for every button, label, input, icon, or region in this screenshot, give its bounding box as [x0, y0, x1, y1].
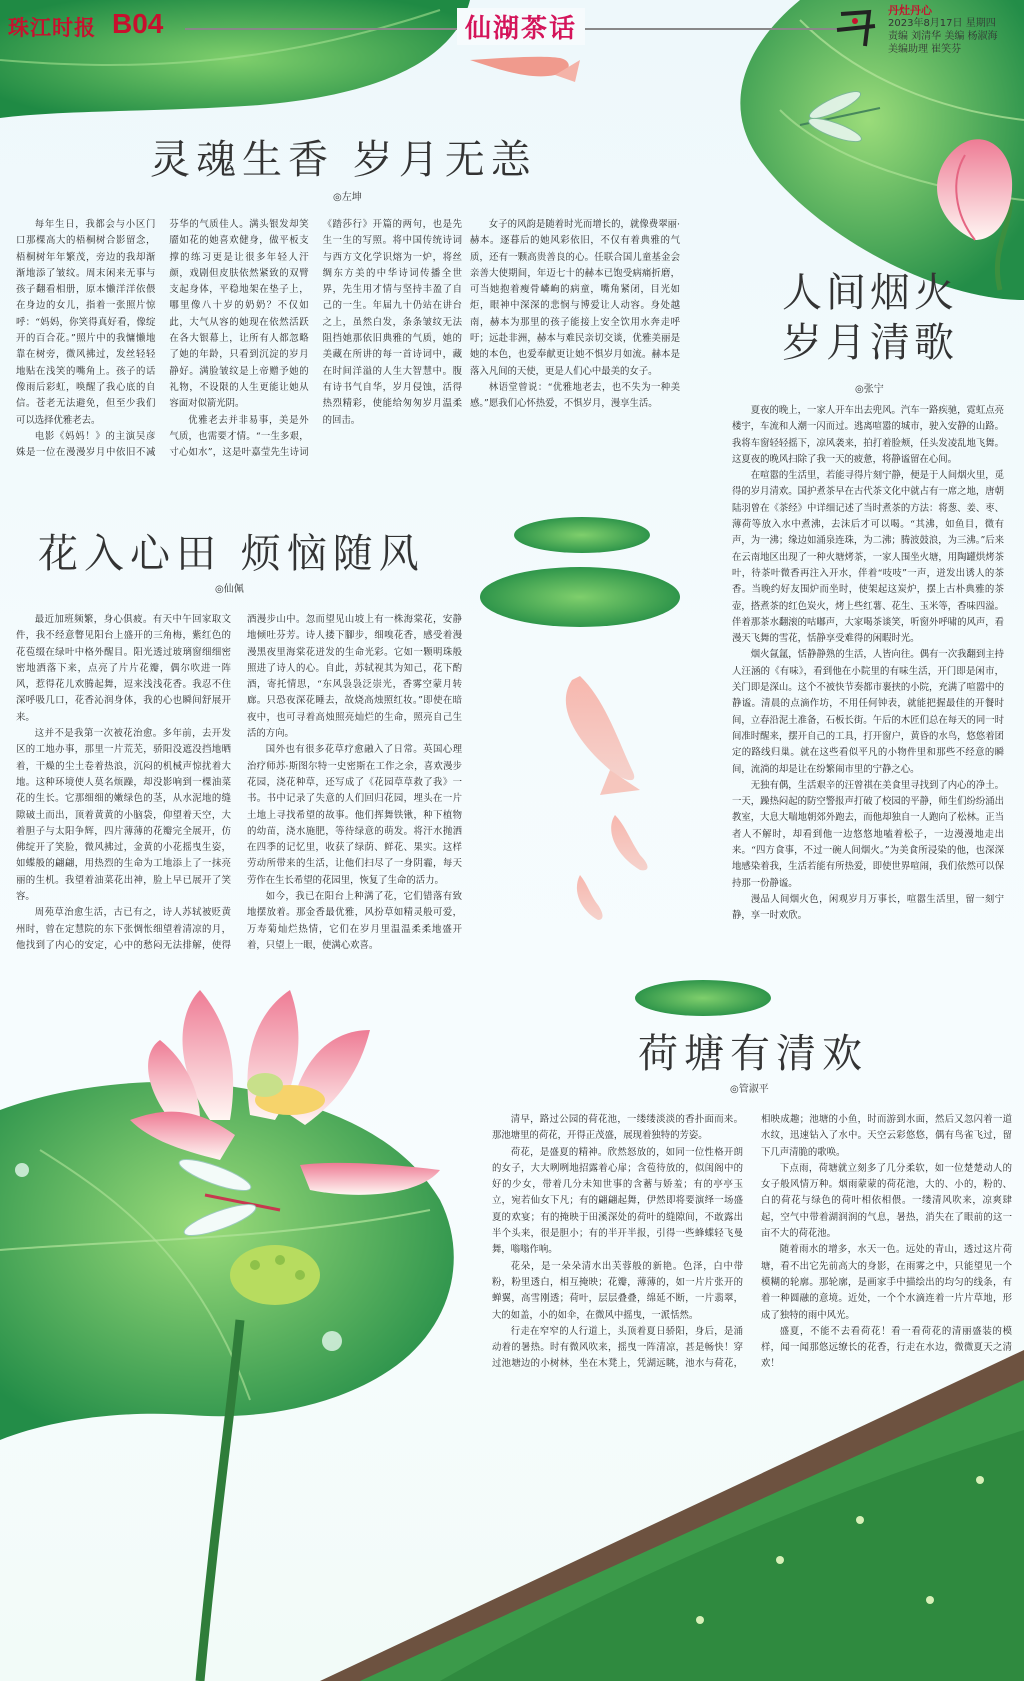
assistant-credits: 美编助理 崔笑芬 — [888, 44, 962, 55]
paragraph: 最近加班频繁，身心俱疲。有天中午回家取文件，我不经意瞥见阳台上盛开的三角梅，紫红色的花苞缀在绿叶中格外醒目。阳光透过玻璃窗细细密密地洒落下来，点亮了片片花瓣，偶尔吹进一阵风，惹得花儿欢腾起舞，逗来浅浅花香。我忍不住深呼吸几口，花香沁润身体，我的心也瞬间舒展开来。 — [16, 614, 231, 723]
paragraph: 国外也有很多花草疗愈融入了日常。英国心理治疗师苏·斯图尔特一史密斯在工作之余，喜欢漫步花园，浇花种草，还写成了《花园草草救了我》一书。书中记录了失意的人们回归花园，埋头在一片土地上寻找希望的故事。他们挥舞铁锹，种下植物的幼苗，浇水施肥，等待绿意的萌发。将汗水抛洒在四季的记忆里，收获了绿荫、鲜花、果实。这样劳动所带来的生活，让他们扫尽了一身阴霾，每天劳作在生长希望的花园里，恢复了生命的活力。 — [247, 744, 462, 886]
paragraph: 无独有偶，生活艰辛的汪曾祺在美食里寻找到了内心的净土。一天，躁热闷起的防空警报声打破了校园的平静，师生们纷纷涌出教室，大息大喘地朝郊外跑去，而他却独自一人跑向了松林。正当者人不解时，却看到他一边悠悠地嗑着松子，一边漫漫地走出来。“四方食事，不过一碗人间烟火。”为美食所浸染的他，也深深地感染着我，生活若能有所热爱，即使世界喧闹，我们依然可以保持那一份静谧。 — [732, 779, 1004, 889]
section-title: 仙湖茶话 — [457, 8, 585, 45]
paragraph: 这并不是我第一次被花治愈。多年前，去开发区的工地办事，那里一片荒芜，骄阳没遮没挡地晒着，干燥的尘土卷着热浪，沉闷的机械声惊扰着大地。这种环境使人莫名烦躁，却没影响到一棵油菜花的生长。它那细细的嫩绿色的茎，从水泥地的缝隙破土而出，顶着黄黄的小脑袋，仰望着天空，大着胆子与太阳争辉，四片薄薄的花瓣完全展开，仿佛绽开了笑脸，微风拂过，金黄的小花摇曳生姿，如蝶般的翩翩，用热烈的生命为工地添上了一抹亮丽的生机。我望着油菜花出神，脸上早已展开了笑容。 — [16, 728, 231, 903]
article-title: 人间烟火 岁月清歌 — [782, 270, 958, 366]
floating-lily-pad — [480, 567, 680, 627]
paragraph: 林语堂曾说：“优雅地老去，也不失为一种美感。”愿我们心怀热爱，不惧岁月，漫享生活。 — [470, 381, 680, 410]
page-number: B04 — [112, 8, 164, 39]
paragraph: 清早，路过公园的荷花池，一缕缕淡淡的香扑面而来。那池塘里的荷花，开得正茂盛，展现着独特的芳姿。 — [492, 1114, 743, 1142]
article-title: 灵魂生香 岁月无恙 — [150, 137, 537, 183]
article-title: 荷塘有清欢 — [638, 1031, 868, 1077]
paragraph: 下点雨，荷塘就立刻多了几分柔软，如一位楚楚动人的女子般风情万种。烟雨蒙蒙的荷花池，大的、小的，粉的、白的荷花与绿色的荷叶相依相偎。一缕清风吹来，凉爽肆起，空气中带着湖润润的气息，暑热，消失在了眼前的这一亩不大的荷花池。 — [761, 1162, 1012, 1240]
article-body — [16, 612, 462, 980]
article-body — [732, 403, 1004, 963]
paragraph: 烟火氤氲，恬静静熟的生活，人皆向往。偶有一次我翻到主持人汪涵的《有味》，看到他在小院里的有味生活，开门即是闲市，关门即是深山。这个不被快节奏都市裹挟的小院，充满了喧嚣中的静谧。清晨的点滴作坊，不用任何钟表，就能把握最佳的开餐时间，立春沿泥土准备，石板长街。午后的木匠们总在每天的同一时间准时醒来，摆开自己的工具，打开窗户，黄昏的水鸟，悠悠着团定的路线归巢。就在这些看似平凡的小物件里和那些不经意的瞬间，流淌的却是让在纷繁闹市里的宁静之心。 — [732, 649, 1004, 775]
koi-fish-icon — [611, 815, 647, 870]
paragraph: 花朵，是一朵朵清水出芙蓉般的新艳。色泽，白中带粉，粉里透白，相互掩映；花瓣，薄薄的，如一片片张开的蝉翼，高雪刚透；荷叶，层层叠叠，绵延不断，一片翡翠，大的如盖，小的如伞，在微风中摇曳，一派恬然。 — [492, 1260, 743, 1321]
issue-date: 2023年8月17日 星期四 — [888, 18, 996, 29]
paragraph: 周苑草治愈生活，古已有之，诗人苏轼被贬黄州时，曾在定慧院的东下张惆怅细望着清凉的月，他找到了内心的安定，心中的愁闷无法排解，使得酒漫步山中。忽而望见山坡上有一株海棠花，安静地倾吐芬芳。诗人搂下腳步，细嗅花香，感受着漫漫黑夜里海棠花迸发的生命光彩。它如一颗明珠般照进了诗人的心。自此，苏轼视其为知己，花下酌酒，寄托情思，“东风袅袅泛崇光，香雾空蒙月转廊。只恐夜深花睡去，故烧高烛照红妆。”即使在暗夜中，也可寻着高烛照亮灿烂的生命，照亮自己生活的方向。 — [16, 614, 462, 951]
paragraph: 每年生日，我都会与小区门口那棵高大的梧桐树合影留念，梧桐树年年繁茂，旁边的我却渐渐地添了皱纹。周末闲来无事与孩子翻看相册，原本懒洋洋依偎在身边的女儿，指着一张照片惊呼：“妈妈，你笑得真好看，像绽开的百合花。”照片中的我慵懒地靠在树旁，微风拂过，发丝轻轻地贴在浅笑的嘴角上。孩子的话像雨后彩虹，唤醒了我心底的自信。苍老无法避免，但至少我们可以选择优雅老去。 — [16, 219, 156, 426]
paragraph: 在喧嚣的生活里，若能寻得片刻宁静，便是于人间烟火里，觅得的岁月清欢。国护煮茶早在古代茶文化中就占有一席之地，唐朝陆羽曾在《茶经》中详细记述了当时煮茶的方法：将葱、姜、枣、薄荷等放入水中煮沸，去沫后才可以喝。“其沸，如鱼目，微有声，为一沸；缘边如涌泉连珠，为二沸；腾波鼓浪，为三沸。”后来在云南地区出现了一种火塘烤茶，一家人围坐火塘，用陶罐烘烤茶叶，待茶叶微香再注入开水，伴着“吱吱”一声，迸发出诱人的茶香。当晚约好友围炉而坐时，使架起这炭炉，摆上古朴典雅的茶壶，搭煮茶的红色炭火，烤上些红薯、花生、玉米等，香味四溢。伴着那茶水翻滚的咕嘟声，大家喝茶谈笑，听窗外呼啸的风声，看漫天飞舞的雪花，恬静享受难得的闲暇时光。 — [732, 470, 1004, 645]
paragraph: 电影《妈妈！》的主演吴彦姝是一位在漫漫岁月中依旧不减芬华的气质佳人。满头银发却笑靥如花的她喜欢健身，做平板支撑的练习更是让很多年轻人汗颜，戏剧但皮肤依然紧致的双臂支起身体，平稳地架在垫子上，哪里像八十岁的奶奶？不仅如此，大气从容的她现在依然活跃在各大银幕上，让所有人都忽略了她的年龄，只看到沉淀的岁月静好。满脸皱纹是上帝赠予她的礼物，不设限的人生更能让她从容面对似箭光阴。 — [16, 219, 309, 459]
floating-lily-pad — [514, 517, 650, 553]
paragraph: 女子的风韵是随着时光而增长的，就像费翠丽·赫本。逐暮后的她风彩依旧，不仅有着典雅的气质，还有一颗高贵善良的心。任联合国儿童基金会亲善大使期间，年迈七十的赫本已饱受病痛折磨，可当她抱着瘦骨嶙峋的病童，嘴角紧闭，目光如炬，眼神中深深的悲悯与博爱让人动容。身处越南，赫本为那里的孩子能接上安全饮用水奔走呼吁；远赴非洲，赫本与难民亲切交谈，优雅美丽是她的本色，也爱奉献更让她不惧岁月如流。赫本是落入凡间的天使，更是人们心中最美的女子。 — [470, 219, 680, 377]
editor-credits: 责编 刘清华 美编 杨淑海 — [888, 31, 998, 42]
newspaper-name: 珠江时报 — [8, 16, 96, 40]
paragraph: 如今，我已在阳台上种满了花，它们错落有致地摆放着。那金香最优雅，风扮草如精灵般可爱，万寿菊灿烂热情，它们在岁月里温温柔柔地盛开着，只望上一眼，使满心欢喜。 — [247, 891, 462, 951]
article-body — [492, 1112, 1012, 1452]
column-name: 丹灶丹心 — [888, 4, 932, 17]
paragraph: 行走在窄窄的人行道上，头顶着夏日骄阳，身后，是涌动着的暑热。时有微风吹来，摇曳一阵清凉，甚是畅快！穿过池塘边的小树林，坐在木凳上，凭湖远眺，池水与荷花，相映成趣；池塘的小鱼，时而游到水面，然后又忽闪着一道水纹，迅速钻入了水中。天空云彩悠悠，偶有鸟雀飞过，留下几声清脆的歌唤。 — [492, 1114, 1012, 1370]
paragraph: 优雅老去并非易事，美是外气质，也需要才情。“一生多艰，寸心如水”，这是叶嘉莹先生诗词《踏莎行》开篇的两句，也是先生一生的写照。将中国传统诗词与西方文化学识熔为一炉，将丝绸东方美的中华诗词传播全世界，先生用才情与坚持丰盈了自己的一生。年届九十仍站在讲台之上，虽然白发，条条皱纹无法阻挡她那依旧典雅的气质，她的美藏在所讲的每一首诗词中，藏在时间洋溢的人生大智慧中。腹有诗书气自华，岁月侵蚀，活得热烈精彩，使能给匆匆岁月温柔的回击。 — [169, 219, 462, 459]
masthead — [0, 0, 1024, 60]
paragraph: 漫品人间烟火色，闲观岁月万事长，喧嚣生活里，留一刻宁静，享一时欢欣。 — [732, 893, 1004, 922]
article-body — [16, 217, 462, 483]
article-title: 花入心田 烦恼随风 — [38, 531, 425, 577]
paragraph: 夏夜的晚上，一家人开车出去兜风。汽车一路疾驰，霓虹点亮楼宇，车流和人潮一闪而过。逃离喧嚣的城市，驶入安静的山路。我将车窗轻轻摇下，凉风袭来，拍打着脸颊，任头发凌乱地飞舞。这夏夜的晚风扫除了我一天的疲惫，将静谧留在心间。 — [732, 405, 1004, 465]
article-body-continued — [470, 217, 680, 483]
paragraph: 盛夏，不能不去看荷花！看一看荷花的清丽盛装的模样，闻一闻那悠远缭长的花香，行走在水边，微微夏天之清欢！ — [761, 1325, 1012, 1370]
koi-fish-icon — [577, 875, 603, 920]
article-byline: ◎ 张宁 — [855, 380, 884, 395]
paragraph: 随着雨水的增多，水天一色。远处的青山，透过这片荷塘，看不出它先前高大的身影，在雨雾之中，只能望见一个模糊的轮廓。那轮廓，是画家手中描绘出的均匀的线条，有着一种圆融的意境。近处，一个个水滴连着一片片草地，形成了独特的雨中风光。 — [761, 1244, 1012, 1321]
article-byline: ◎ 仙佩 — [215, 580, 244, 595]
koi-fish-icon — [566, 676, 640, 795]
edition-logo-icon — [835, 6, 877, 52]
article-byline: ◎ 左坤 — [333, 188, 362, 203]
floating-lily-pad — [635, 980, 771, 1016]
paragraph: 荷花，是盛夏的精神。欣然怒放的，如同一位性格开朗的女子，大大咧咧地招露着心扉；含苞待放的，似闺阁中的好的少女，带着几分未知世事的含蓄与娇羞；有的亭亭玉立，宛若仙女下凡；有的翩翩起舞，伊然即将要演绎一场盛夏的欢宴；有的掩映于田溪深处的荷叶的缝隙间，不敢露出半个头来，很是胆小；有的半开半报，引得一些蜂蝶轻飞曼舞，嗡嗡作响。 — [492, 1146, 743, 1256]
issue-info — [888, 4, 998, 56]
koi-fish-top-icon — [470, 57, 580, 82]
article-byline: ◎ 管淑平 — [730, 1080, 769, 1095]
